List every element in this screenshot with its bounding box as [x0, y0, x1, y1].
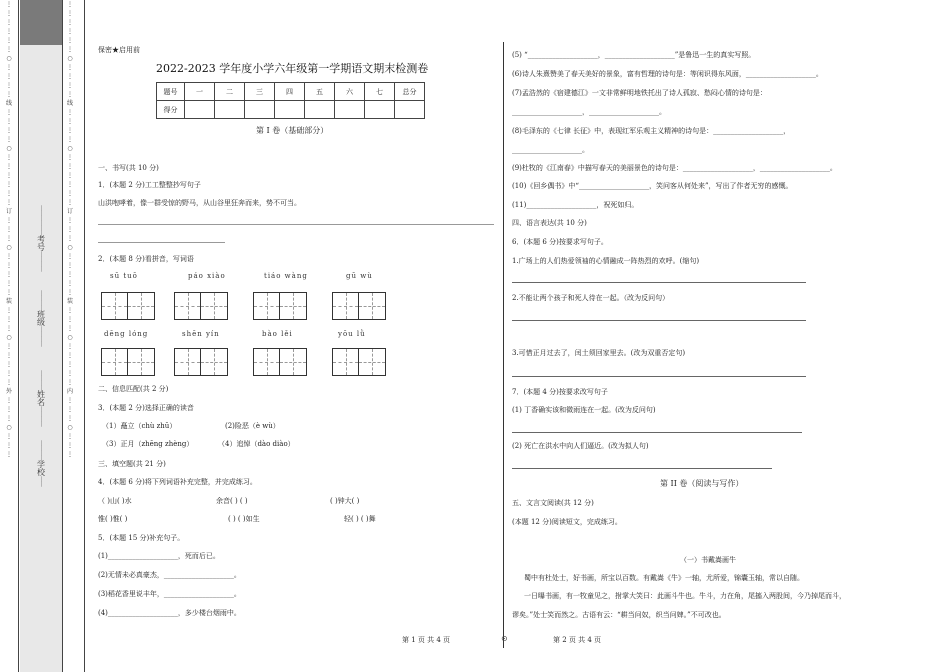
- pinyin-3: tiáo wàng: [264, 272, 308, 280]
- answer-line[interactable]: [512, 468, 772, 469]
- question-5-item-5[interactable]: (5) “____________________，____________________”是鲁迅一生的真实写照。: [512, 51, 756, 59]
- pinyin-5: dēng lóng: [104, 330, 149, 338]
- score-cell[interactable]: [335, 101, 365, 119]
- score-cell[interactable]: [395, 101, 425, 119]
- dotted-cut-line-inner: ⋮ ⋮ ⋮ ⋮ ⋮ ⋮ ○ ⋮ ⋮ ⋮ ⋮ 线 ⋮ ⋮ ⋮ ⋮ ○ ⋮ ⋮ ⋮ ⋮ ⋮ ⋮ 订 ⋮ ⋮ ⋮ ○ ⋮ ⋮ ⋮ ⋮ ⋮ 装 ⋮ ⋮ ⋮ ○ ⋮ ⋮ ⋮ ⋮ ⋮ 内 ⋮ ⋮ ⋮ ○ ⋮ ⋮ ⋮: [66, 1, 73, 458]
- pinyin-8: yōu lǜ: [338, 330, 366, 338]
- answer-line[interactable]: [512, 320, 806, 321]
- section-5-heading: 五、文言文阅读(共 12 分): [512, 499, 594, 507]
- question-2: 2．(本题 8 分)看拼音，写词语: [98, 255, 194, 263]
- binding-mark-order: 订: [5, 208, 12, 215]
- center-mark-icon: ⊙: [501, 634, 508, 643]
- question-4-blank[interactable]: （ )山( )水: [98, 497, 132, 505]
- pinyin-7: bào lěi: [262, 330, 293, 338]
- section-1-heading: 一、书写(共 10 分): [98, 164, 159, 172]
- writing-box-7[interactable]: [253, 348, 307, 376]
- question-7-item-2: (2) 死亡在洪水中向人们逼近。(改为拟人句): [512, 442, 649, 450]
- binding-strip-header: [20, 0, 62, 45]
- question-6-item-2: 2.不能让两个孩子和死人待在一起。（改为反问句）: [512, 294, 670, 302]
- score-cell[interactable]: [215, 101, 245, 119]
- binding-mark-bind: 装: [5, 298, 12, 305]
- score-table: [156, 82, 425, 119]
- binding-mark-outer: 外: [5, 388, 12, 395]
- binding-mark-line: 线: [5, 100, 12, 107]
- binding-mark-bind-inner: 装: [66, 298, 73, 305]
- question-4-blank[interactable]: 轻( ) ( )舞: [344, 515, 376, 523]
- binding-mark-line-inner: 线: [66, 100, 73, 107]
- pinyin-6: shēn yín: [182, 330, 220, 338]
- question-5-item-8-blank[interactable]: ____________________。: [512, 146, 589, 154]
- score-cell[interactable]: [185, 101, 215, 119]
- answer-line[interactable]: [512, 376, 806, 377]
- writing-box-3[interactable]: [253, 292, 307, 320]
- question-5-item-7: (7)孟浩然的《宿建德江》一文非常鲜明地铁托出了诗人孤寂、愁闷心情的诗句是：: [512, 89, 767, 97]
- question-3-option-3[interactable]: （3）正月（zhēng zhèng）: [102, 440, 194, 448]
- passage-paragraph-1: 蜀中有杜处士，好书画，所宝以百数。有戴嵩《牛》一轴，尤所爱，锦囊玉轴，常以自随。: [524, 574, 804, 582]
- question-6-item-3: 3.可惜正月过去了，闰土须回家里去。(改为双重否定句): [512, 349, 686, 357]
- question-8: (本题 12 分)阅读短文，完成练习。: [512, 518, 622, 526]
- question-7: 7．(本题 4 分)按要求改写句子: [512, 388, 608, 396]
- section-2-heading: 二、信息匹配(共 2 分): [98, 385, 169, 393]
- binding-line-outer: [18, 0, 19, 672]
- question-6-item-1: 1.广场上的人们热爱领袖的心情融成一阵热烈的欢呼。(缩句): [512, 257, 700, 265]
- question-5-item-6[interactable]: (6)诗人朱熹赞美了春天美好的景象，富有哲理的诗句是：等闲识得东风面，____________________。: [512, 70, 823, 78]
- page-2-footer: 第 2 页 共 4 页: [553, 636, 602, 644]
- pinyin-2: páo xiào: [188, 272, 226, 280]
- answer-line[interactable]: [98, 242, 225, 243]
- writing-box-6[interactable]: [174, 348, 228, 376]
- writing-box-5[interactable]: [101, 348, 155, 376]
- score-cell[interactable]: [365, 101, 395, 119]
- writing-box-4[interactable]: [332, 292, 386, 320]
- question-5-item-2[interactable]: (2)无情未必真豪杰，____________________。: [98, 571, 241, 579]
- passage-paragraph-2: 一日曝书画，有一牧童见之，拊掌大笑曰：此画斗牛也。牛斗，力在角，尾搐入两股间，今乃掉尾而斗，: [524, 592, 846, 600]
- answer-line[interactable]: [512, 282, 806, 283]
- question-1: 1．(本题 2 分)工工整整抄写句子: [98, 181, 201, 189]
- question-3-option-2[interactable]: (2)险恶（è wù）: [225, 422, 280, 430]
- question-5-item-4[interactable]: (4)____________________，多少楼台烟雨中。: [98, 609, 241, 617]
- question-5-item-3[interactable]: (3)稻花香里说丰年，____________________。: [98, 590, 241, 598]
- question-3: 3．(本题 2 分)选择正确的读音: [98, 404, 194, 412]
- field-school[interactable]: ———— 学校 ——: [36, 440, 46, 486]
- writing-box-1[interactable]: [101, 292, 155, 320]
- question-5-item-9[interactable]: (9)杜牧的《江南春》中描写春天的美丽景色的诗句是：____________________，____________________。: [512, 164, 837, 172]
- field-name[interactable]: ———— 姓名 ————: [36, 370, 46, 426]
- question-4-blank[interactable]: ( )钟大( ): [330, 497, 360, 505]
- score-cell[interactable]: [305, 101, 335, 119]
- volume-1-heading: 第 I 卷（基础部分）: [256, 126, 329, 135]
- question-1-text: 山洪咆哮着，像一群受惊的野马，从山谷里狂奔而来，势不可当。: [98, 199, 301, 207]
- pinyin-4: gū wù: [346, 272, 373, 280]
- writing-box-8[interactable]: [332, 348, 386, 376]
- question-5-item-11[interactable]: (11)____________________，祝死如归。: [512, 201, 639, 209]
- field-exam-number[interactable]: —————— 考号 ————: [36, 205, 46, 271]
- question-5-item-8[interactable]: (8)毛泽东的《七律 长征》中，表现红军乐观主义精神的诗句是：____________________，: [512, 127, 791, 135]
- question-5: 5．(本题 15 分)补充句子。: [98, 534, 185, 542]
- page-divider: [503, 42, 504, 648]
- pinyin-1: sū tuō: [110, 272, 138, 280]
- score-cell[interactable]: [275, 101, 305, 119]
- question-6: 6．(本题 6 分)按要求写句子。: [512, 238, 608, 246]
- question-7-item-1: (1) 丁香确实该和微雨连在一起。(改为反问句): [512, 406, 656, 414]
- binding-mark-inner: 内: [66, 388, 73, 395]
- binding-strip: [0, 0, 86, 672]
- passage-paragraph-3: 谬矣。”处士笑而然之。古语有云：“耕当问奴，织当问婢。”不可改也。: [512, 611, 726, 619]
- score-cell[interactable]: [245, 101, 275, 119]
- question-4: 4．(本题 6 分)将下列词语补充完整，并完成练习。: [98, 478, 257, 486]
- passage-title: （一）书戴嵩画牛: [680, 556, 736, 564]
- score-table-header-row: 题号 一 二 三 四 五 六 七 总分: [157, 83, 425, 101]
- dotted-cut-line-outer: ⋮ ⋮ ⋮ ⋮ ⋮ ⋮ ○ ⋮ ⋮ ⋮ ⋮ 线 ⋮ ⋮ ⋮ ⋮ ○ ⋮ ⋮ ⋮ ⋮ ⋮ ⋮ 订 ⋮ ⋮ ⋮ ○ ⋮ ⋮ ⋮ ⋮ ⋮ 装 ⋮ ⋮ ⋮ ○ ⋮ ⋮ ⋮ ⋮ ⋮ 外 ⋮ ⋮ ⋮ ○ ⋮ ⋮ ⋮: [5, 1, 12, 458]
- section-4-heading: 四、语言表达(共 10 分): [512, 219, 587, 227]
- answer-line[interactable]: [512, 432, 802, 433]
- writing-box-2[interactable]: [174, 292, 228, 320]
- binding-mark-order-inner: 订: [66, 208, 73, 215]
- score-table-score-row: 得分: [157, 101, 425, 119]
- page-1-footer: 第 1 页 共 4 页: [402, 636, 451, 644]
- question-3-option-4[interactable]: （4）追悼（dào diào）: [218, 440, 295, 448]
- question-4-blank[interactable]: 余音( ) ( ): [216, 497, 248, 505]
- secret-label: 保密★启用前: [98, 46, 140, 54]
- answer-line[interactable]: [98, 224, 494, 225]
- exam-title: 2022-2023 学年度小学六年级第一学期语文期末检测卷: [156, 62, 429, 75]
- field-class[interactable]: ———— 班级 ————: [36, 290, 46, 346]
- question-5-item-10[interactable]: (10)《回乡偶书》中“____________________，笑问客从何处来”，写出了作者无穷的感慨。: [512, 182, 793, 190]
- binding-line-edge: [84, 0, 85, 672]
- section-3-heading: 三、填空题(共 21 分): [98, 460, 166, 468]
- question-3-option-1[interactable]: （1）矗立（chù zhū）: [102, 422, 177, 430]
- question-4-blank[interactable]: 惟( )惟( ): [98, 515, 128, 523]
- question-4-blank[interactable]: ( ) ( )如生: [228, 515, 260, 523]
- question-5-item-7-blanks[interactable]: ____________________，____________________。: [512, 108, 666, 116]
- question-5-item-1[interactable]: (1)____________________，死而后已。: [98, 552, 220, 560]
- volume-2-heading: 第 II 卷（阅读与写作）: [660, 479, 744, 488]
